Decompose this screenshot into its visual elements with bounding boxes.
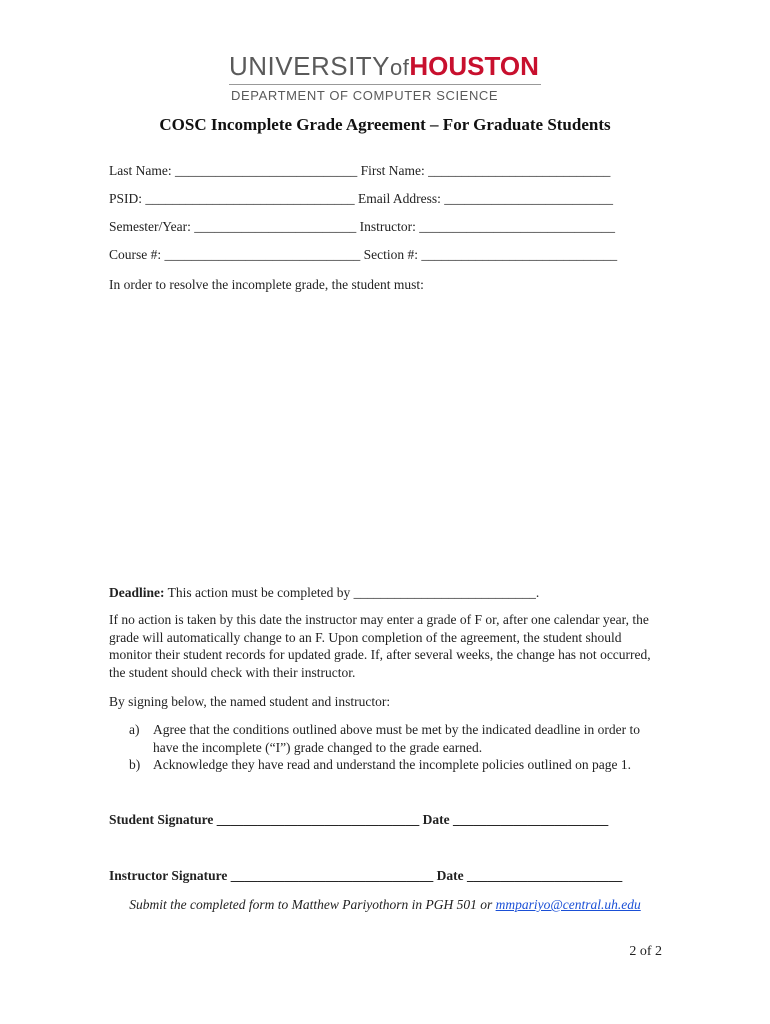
submit-text: Submit the completed form to Matthew Pariyothorn in PGH 501 or: [129, 897, 496, 912]
list-item: [129, 756, 659, 774]
intro-text: In order to resolve the incomplete grade, the student must:: [109, 277, 424, 292]
logo-university: UNIVERSITY: [229, 51, 391, 81]
submit-instructions: [0, 897, 770, 913]
student-signature-line: Student Signature ______________________________ Date _______________________: [109, 812, 609, 827]
email-link[interactable]: mmpariyo@central.uh.edu: [495, 897, 641, 912]
instructor-signature-line: Instructor Signature ______________________________ Date _______________________: [109, 868, 623, 883]
logo-department: DEPARTMENT OF COMPUTER SCIENCE: [231, 88, 499, 103]
list-marker: b): [129, 757, 141, 772]
signing-intro: By signing below, the named student and instructor:: [109, 694, 391, 709]
list-item-text: Agree that the conditions outlined above must be met by the indicated deadline in order to have the incomplete (“I”) grade changed to the grade earned.: [153, 722, 640, 755]
agreement-list: [129, 721, 659, 774]
field-row-course-section: Course #: _____________________________ Section #: _____________________________: [109, 247, 618, 262]
list-item-text: Acknowledge they have read and understand the incomplete policies outlined on page 1.: [153, 757, 631, 772]
page-number: 2 of 2: [629, 944, 662, 959]
deadline-line: [109, 584, 539, 602]
list-marker: a): [129, 722, 140, 737]
field-row-psid-email: PSID: _______________________________ Email Address: _________________________: [109, 191, 614, 206]
university-logo: [229, 51, 544, 103]
deadline-label: Deadline:: [109, 585, 165, 600]
logo-wordmark: [229, 52, 544, 82]
logo-divider: [229, 84, 541, 85]
field-row-semester-instructor: Semester/Year: ________________________ Instructor: _____________________________: [109, 219, 615, 234]
page-title: COSC Incomplete Grade Agreement – For Graduate Students: [159, 115, 611, 134]
policy-paragraph: If no action is taken by this date the instructor may enter a grade of F or, after one calendar year, the grade will automatically change to an F. Upon completion of the agreement, the student should monitor their student records for updated grade. If, after several weeks, the change has not occurred, the student should check with their instructor.: [109, 612, 651, 680]
logo-houston: HOUSTON: [409, 51, 539, 81]
deadline-text: This action must be completed by ___________________________.: [164, 585, 540, 600]
field-row-name: Last Name: ___________________________ First Name: ___________________________: [109, 163, 611, 178]
logo-of: of: [390, 55, 410, 80]
list-item: [129, 721, 659, 756]
